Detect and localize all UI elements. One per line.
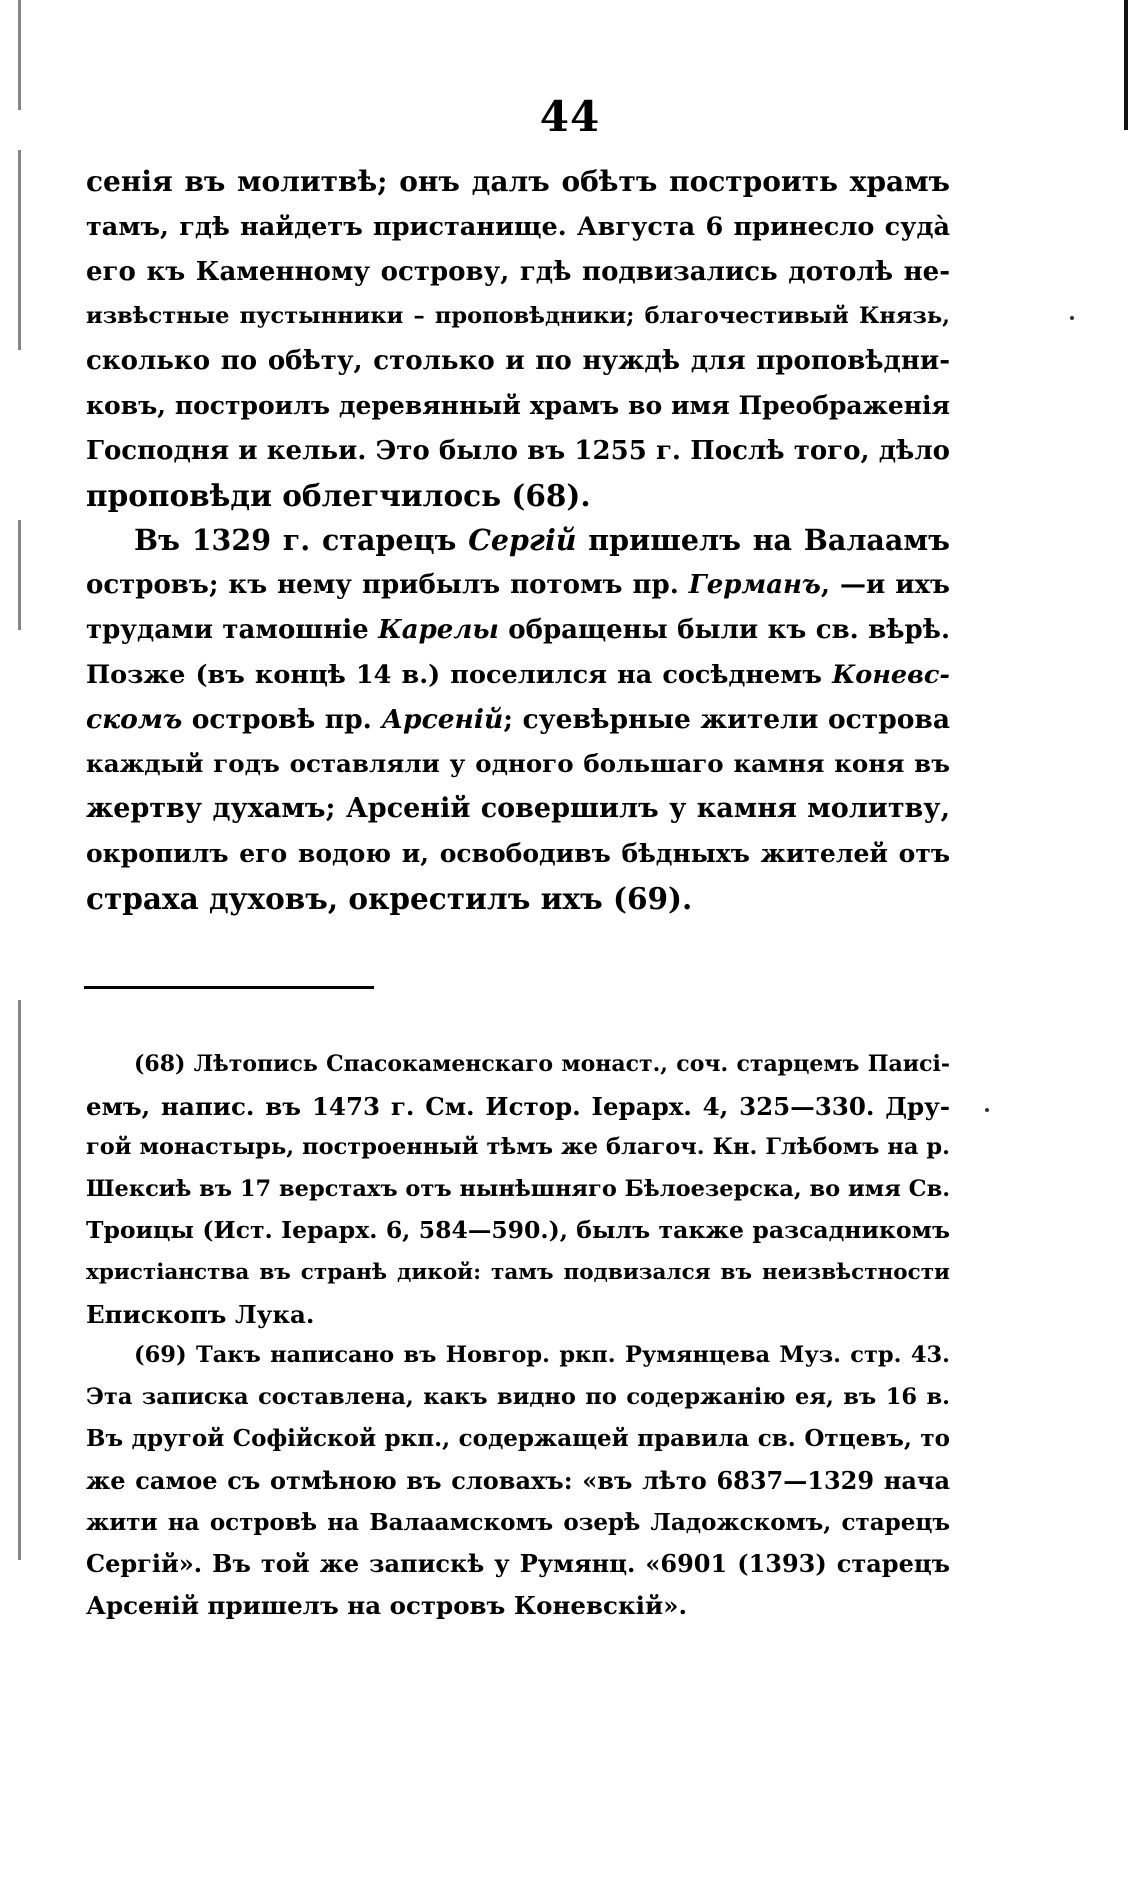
footnote-69-line: Въ другой Софійской ркп., содержащей правила св. Отцевъ, то <box>86 1425 950 1453</box>
text-line: тамъ, гдѣ найдетъ пристанище. Августа 6 принесло судà <box>86 211 950 242</box>
scan-edge-shadow <box>18 150 21 350</box>
footnote-69-line: Сергій». Въ той же запискѣ у Румянц. «6901 (1393) старецъ <box>86 1549 950 1579</box>
footnote-68-line: христіанства въ странѣ дикой: тамъ подвизался въ неизвѣстности <box>86 1259 950 1285</box>
page-number: 44 <box>539 92 601 141</box>
footnote-69-line: же самое съ отмѣною въ словахъ: «въ лѣто 6837—1329 нача <box>86 1465 950 1495</box>
footnote-69-line: Арсеній пришелъ на островъ Коневскій». <box>86 1590 687 1620</box>
text-line: проповѣди облегчилось (68). <box>86 477 591 513</box>
text-line: извѣстные пустынники – проповѣдники; благочестивый Князь, <box>86 303 950 330</box>
text-line: его къ Каменному острову, гдѣ подвизались дотолѣ не- <box>86 256 950 287</box>
text-line: каждый годъ оставляли у одного большаго камня коня въ <box>86 749 950 779</box>
footnotes <box>86 1044 950 1626</box>
footnote-69-line: жити на островѣ на Валаамскомъ озерѣ Ладожскомъ, старецъ <box>86 1508 950 1536</box>
footnote-69-line: Эта записка составлена, какъ видно по содержанію ея, въ 16 в. <box>86 1383 950 1410</box>
footnote-separator <box>84 986 374 989</box>
text-line: скомъ островѣ пр. Арсеній; суевѣрные жители острова <box>86 703 951 735</box>
main-text <box>86 160 950 922</box>
text-line: островъ; къ нему прибылъ потомъ пр. Германъ, —и ихъ <box>86 570 950 601</box>
scan-edge-shadow <box>18 520 21 630</box>
text-line: Позже (въ концѣ 14 в.) поселился на сосѣднемъ Коневс- <box>86 659 950 690</box>
footnote-68-line: Епископъ Лука. <box>86 1299 315 1329</box>
text-line: страха духовъ, окрестилъ ихъ (69). <box>86 880 693 916</box>
scan-speck <box>985 1108 989 1112</box>
scan-edge-shadow <box>18 1000 21 1560</box>
text-line: сколько по обѣту, столько и по нуждѣ для проповѣдни- <box>86 346 950 377</box>
text-line: жертву духамъ; Арсеній совершилъ у камня молитву, <box>86 793 950 825</box>
footnote-68-line: емъ, напис. въ 1473 г. См. Истор. Іерарх. 4, 325—330. Дру- <box>86 1091 950 1121</box>
text-line: Въ 1329 г. старецъ Сергій пришелъ на Валаамъ <box>134 523 950 558</box>
footnote-68-line: гой монастырь, построенный тѣмъ же благоч. Кн. Глѣбомъ на р. <box>86 1134 950 1161</box>
text-line: Господня и кельи. Это было въ 1255 г. Послѣ того, дѣло <box>86 435 950 466</box>
scan-speck <box>1070 316 1074 320</box>
footnote-68-line: Троицы (Ист. Іерарх. 6, 584—590.), былъ также разсадникомъ <box>86 1216 950 1245</box>
text-line: сенія въ молитвѣ; онъ далъ обѣтъ построить храмъ <box>86 165 950 198</box>
text-line: ковъ, построилъ деревянный храмъ во имя Преображенія <box>86 390 950 420</box>
footnote-69-line: (69) Такъ написано въ Новгор. ркп. Румянцева Муз. стр. 43. <box>134 1342 950 1369</box>
text-line: трудами тамошніе Карелы обращены были къ св. вѣрѣ. <box>86 614 950 645</box>
footnote-68-line: (68) Лѣтопись Спасокаменскаго монаст., соч. старцемъ Паисі- <box>134 1051 950 1077</box>
footnote-68-line: Шексиѣ въ 17 верстахъ отъ нынѣшняго Бѣлоезерска, во имя Св. <box>86 1175 951 1202</box>
text-line: окропилъ его водою и, освободивъ бѣдныхъ жителей отъ <box>86 838 950 868</box>
